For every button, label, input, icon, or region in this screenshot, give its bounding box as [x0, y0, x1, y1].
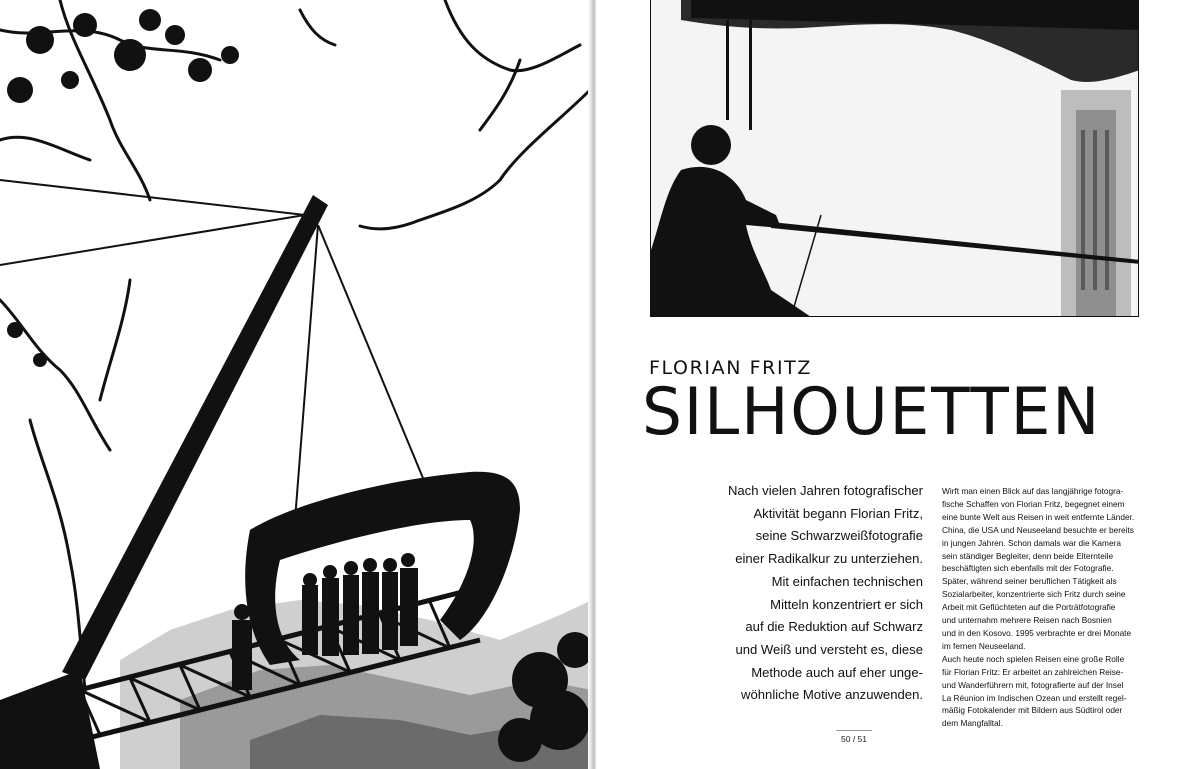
- lead-line: Mit einfachen technischen: [771, 573, 923, 589]
- author-kicker: FLORIAN FRITZ: [649, 357, 813, 379]
- body-line: mäßig Fotokalender mit Bildern aus Südtirol oder: [942, 705, 1123, 716]
- lead-line: Aktivität begann Florian Fritz,: [753, 505, 923, 521]
- body-line: dem Mangfalltal.: [942, 718, 1003, 729]
- lead-line: auf die Reduktion auf Schwarz: [745, 619, 923, 635]
- body-line: und unternahm mehrere Reisen nach Bosnien: [942, 615, 1112, 626]
- lead-paragraph: [683, 480, 923, 707]
- body-line: Später, während seiner beruflichen Tätigkeit als: [942, 576, 1117, 587]
- body-line: Auch heute noch spielen Reisen eine große Rolle: [942, 653, 1125, 664]
- body-line: fische Schaffen von Florian Fritz, begegnet einem: [942, 498, 1125, 509]
- body-line: beschäftigten sich ebenfalls mit der Fotografie.: [942, 563, 1114, 574]
- body-line: China, die USA und Neuseeland besuchte er bereits: [942, 524, 1134, 535]
- body-line: Sozialarbeiter, konzentrierte sich Fritz durch seine: [942, 589, 1126, 600]
- body-line: La Réunion im Indischen Ozean und erstellt regel-: [942, 692, 1127, 703]
- body-line: sein ständiger Begleiter, denn beide Elternteile: [942, 550, 1114, 561]
- body-line: im fernen Neuseeland.: [942, 640, 1026, 651]
- body-line: eine bunte Welt aus Reisen in weit entfernte Länder.: [942, 511, 1135, 522]
- fisherman-photo: [651, 0, 1139, 317]
- lead-line: seine Schwarzweißfotografie: [755, 528, 923, 544]
- body-line: Arbeit mit Geflüchteten auf die Porträtfotografie: [942, 602, 1116, 613]
- lead-line: einer Radikalkur zu unterziehen.: [735, 551, 923, 567]
- lead-line: Nach vielen Jahren fotografischer: [727, 483, 923, 498]
- body-line: und Wanderführern mit, fotografierte auf der Insel: [942, 679, 1124, 690]
- right-photo: [650, 0, 1139, 317]
- right-page: [596, 0, 1181, 769]
- body-line: Wirft man einen Blick auf das langjährige fotogra-: [942, 486, 1124, 496]
- article-headline: SILHOUETTEN: [642, 373, 1102, 450]
- lead-line: und Weiß und versteht es, diese: [735, 641, 923, 657]
- lead-line: Mitteln konzentriert er sich: [770, 596, 923, 612]
- page-numbers: 50 / 51: [836, 730, 872, 744]
- body-line: und in den Kosovo. 1995 verbrachte er drei Monate: [942, 627, 1132, 638]
- lead-line: wöhnliche Motive anzuwenden.: [741, 687, 923, 703]
- lead-line: Methode auch auf eher unge-: [751, 664, 923, 680]
- body-line: für Florian Fritz: Er arbeitet an zahlreichen Reise-: [942, 666, 1124, 677]
- body-line: in jungen Jahren. Schon damals war die Kamera: [942, 537, 1121, 548]
- body-text-column: [942, 485, 1140, 730]
